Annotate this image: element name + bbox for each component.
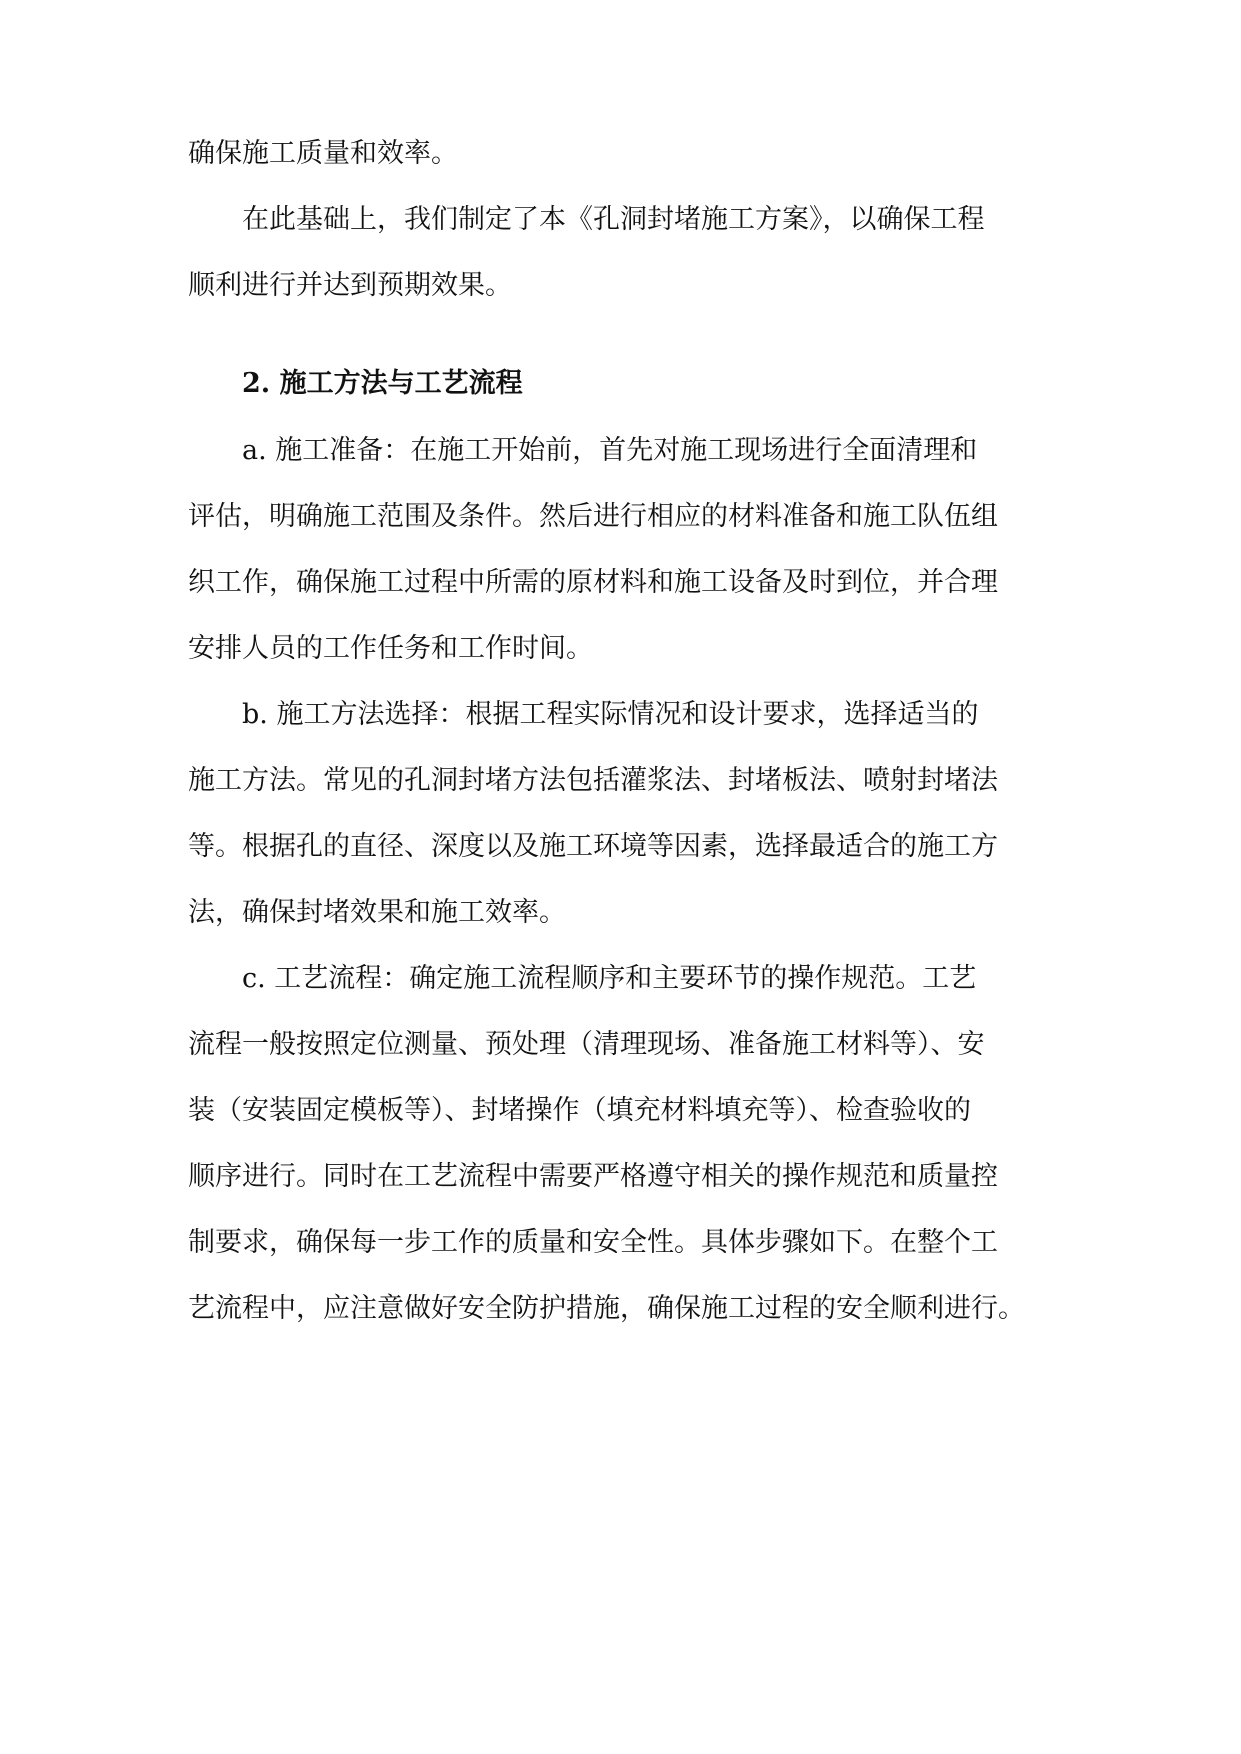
body-line: 法，确保封堵效果和施工效率。 (188, 897, 566, 928)
body-line: 艺流程中，应注意做好安全防护措施，确保施工过程的安全顺利进行。 (188, 1293, 1025, 1324)
body-line: a. 施工准备：在施工开始前，首先对施工现场进行全面清理和 (188, 435, 978, 466)
body-line: c. 工艺流程：确定施工流程顺序和主要环节的操作规范。工艺 (188, 963, 977, 994)
body-line: b. 施工方法选择：根据工程实际情况和设计要求，选择适当的 (188, 699, 979, 730)
body-line: 等。根据孔的直径、深度以及施工环境等因素，选择最适合的施工方 (188, 831, 998, 862)
section-heading: 2. 施工方法与工艺流程 (188, 368, 523, 399)
body-line: 安排人员的工作任务和工作时间。 (188, 633, 593, 664)
body-line: 在此基础上，我们制定了本《孔洞封堵施工方案》，以确保工程 (188, 204, 985, 235)
body-line: 顺利进行并达到预期效果。 (188, 270, 512, 301)
body-line: 评估，明确施工范围及条件。然后进行相应的材料准备和施工队伍组 (188, 501, 998, 532)
body-line: 织工作，确保施工过程中所需的原材料和施工设备及时到位，并合理 (188, 567, 998, 598)
body-line: 制要求，确保每一步工作的质量和安全性。具体步骤如下。在整个工 (188, 1227, 998, 1258)
body-line: 施工方法。常见的孔洞封堵方法包括灌浆法、封堵板法、喷射封堵法 (188, 765, 998, 796)
body-line: 顺序进行。同时在工艺流程中需要严格遵守相关的操作规范和质量控 (188, 1161, 998, 1192)
body-line: 确保施工质量和效率。 (188, 138, 458, 169)
body-line: 装（安装固定模板等）、封堵操作（填充材料填充等）、检查验收的 (188, 1095, 971, 1126)
body-line: 流程一般按照定位测量、预处理（清理现场、准备施工材料等）、安 (188, 1029, 985, 1060)
